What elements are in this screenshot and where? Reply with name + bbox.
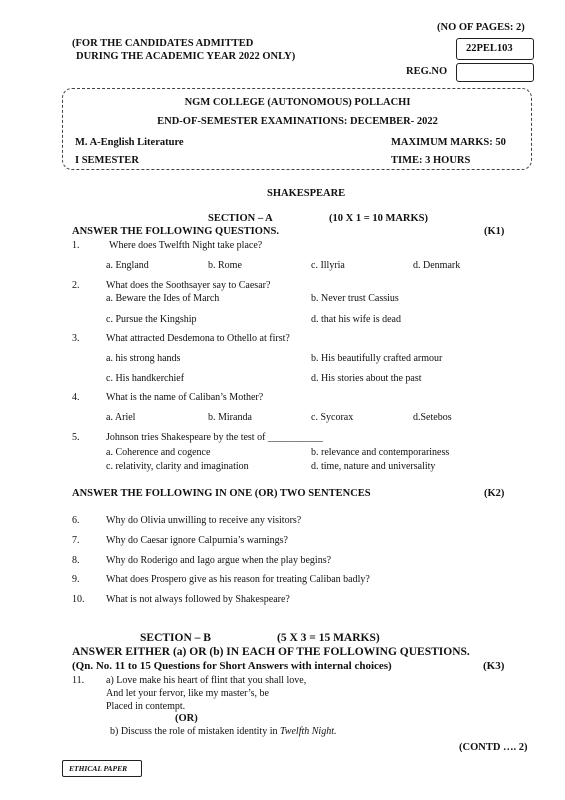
option: c. Illyria bbox=[311, 260, 345, 271]
subject-title: SHAKESPEARE bbox=[267, 188, 346, 199]
short-answer-instruction: ANSWER THE FOLLOWING IN ONE (OR) TWO SENTENCES bbox=[72, 488, 371, 499]
question-number: 7. bbox=[72, 535, 80, 546]
option: d. time, nature and universality bbox=[311, 461, 436, 472]
reg-no-field[interactable] bbox=[456, 63, 534, 82]
question-text: What is not always followed by Shakespeare? bbox=[106, 594, 290, 605]
question-11a-line2: And let your fervor, like my master’s, be bbox=[106, 688, 269, 699]
question-text: Why do Caesar ignore Calpurnia’s warnings? bbox=[106, 535, 288, 546]
option: a. his strong hands bbox=[106, 353, 181, 364]
section-b-instruction: ANSWER EITHER (a) OR (b) IN EACH OF THE FOLLOWING QUESTIONS. bbox=[72, 646, 470, 658]
question-number: 1. bbox=[72, 240, 80, 251]
candidates-note-line2: DURING THE ACADEMIC YEAR 2022 ONLY) bbox=[76, 51, 296, 62]
option: b. Never trust Cassius bbox=[311, 293, 399, 304]
continued-note: (CONTD …. 2) bbox=[459, 742, 528, 753]
question-number: 4. bbox=[72, 392, 80, 403]
short-answer-level: (K2) bbox=[484, 488, 505, 499]
question-11b bbox=[110, 726, 336, 737]
page-count: (NO OF PAGES: 2) bbox=[437, 22, 525, 33]
option: b. Miranda bbox=[208, 412, 252, 423]
question-number: 3. bbox=[72, 333, 80, 344]
max-marks: MAXIMUM MARKS: 50 bbox=[391, 137, 506, 148]
option: c. relativity, clarity and imagination bbox=[106, 461, 249, 472]
candidates-note-line1: (FOR THE CANDIDATES ADMITTED bbox=[72, 38, 254, 49]
question-text: What attracted Desdemona to Othello at first? bbox=[106, 333, 290, 344]
option: d. that his wife is dead bbox=[311, 314, 401, 325]
question-text: Where does Twelfth Night take place? bbox=[109, 240, 263, 251]
option: a. Beware the Ides of March bbox=[106, 293, 220, 304]
section-b-title: SECTION – B bbox=[140, 632, 211, 644]
ethical-paper-stamp bbox=[62, 760, 142, 777]
question-text: What does the Soothsayer say to Caesar? bbox=[106, 280, 271, 291]
course-name: M. A-English Literature bbox=[75, 137, 184, 148]
option: b. relevance and contemporariness bbox=[311, 447, 450, 458]
option: d. Denmark bbox=[413, 260, 461, 271]
option: b. Rome bbox=[208, 260, 242, 271]
exam-time: TIME: 3 HOURS bbox=[391, 155, 471, 166]
section-a-title: SECTION – A bbox=[208, 213, 273, 224]
question-text: Johnson tries Shakespeare by the test of ___________ bbox=[106, 432, 323, 443]
college-name: NGM COLLEGE (AUTONOMOUS) POLLACHI bbox=[184, 97, 411, 108]
question-number: 6. bbox=[72, 515, 80, 526]
question-text: What is the name of Caliban’s Mother? bbox=[106, 392, 264, 403]
question-text: What does Prospero give as his reason for treating Caliban badly? bbox=[106, 574, 370, 585]
or-separator: (OR) bbox=[175, 713, 198, 724]
question-11a-line3: Placed in contempt. bbox=[106, 701, 186, 712]
course-code: 22PEL103 bbox=[466, 43, 513, 54]
section-a-level: (K1) bbox=[484, 226, 505, 237]
section-a-marks: (10 X 1 = 10 MARKS) bbox=[329, 213, 429, 224]
ethical-paper-label: ETHICAL PAPER bbox=[69, 764, 128, 773]
section-b-marks: (5 X 3 = 15 MARKS) bbox=[277, 632, 380, 644]
option: c. Pursue the Kingship bbox=[106, 314, 197, 325]
option: c. His handkerchief bbox=[106, 373, 185, 384]
question-number: 11. bbox=[72, 675, 85, 686]
question-number: 9. bbox=[72, 574, 80, 585]
course-code-box bbox=[456, 38, 534, 60]
section-a-instruction: ANSWER THE FOLLOWING QUESTIONS. bbox=[72, 226, 279, 237]
reg-no-label: REG.NO bbox=[406, 66, 448, 77]
option: a. England bbox=[106, 260, 149, 271]
question-number: 10. bbox=[72, 594, 85, 605]
question-text: Why do Roderigo and Iago argue when the play begins? bbox=[106, 555, 332, 566]
option: c. Sycorax bbox=[311, 412, 354, 423]
option: a. Coherence and cogence bbox=[106, 447, 211, 458]
question-11b-text: b) Discuss the role of mistaken identity in bbox=[110, 726, 280, 737]
option: b. His beautifully crafted armour bbox=[311, 353, 443, 364]
exam-title: END-OF-SEMESTER EXAMINATIONS: DECEMBER- 2022 bbox=[157, 116, 438, 127]
semester: I SEMESTER bbox=[75, 155, 139, 166]
section-b-level: (K3) bbox=[483, 660, 505, 672]
question-number: 8. bbox=[72, 555, 80, 566]
option: a. Ariel bbox=[106, 412, 136, 423]
question-11b-title: Twelfth Night. bbox=[279, 726, 337, 737]
question-11a-line1: a) Love make his heart of flint that you shall love, bbox=[106, 675, 307, 686]
option: d.Setebos bbox=[413, 412, 452, 423]
question-number: 2. bbox=[72, 280, 80, 291]
section-b-subinstruction: (Qn. No. 11 to 15 Questions for Short Answers with internal choices) bbox=[72, 660, 392, 672]
option: d. His stories about the past bbox=[311, 373, 422, 384]
question-text: Why do Olivia unwilling to receive any visitors? bbox=[106, 515, 302, 526]
question-number: 5. bbox=[72, 432, 80, 443]
